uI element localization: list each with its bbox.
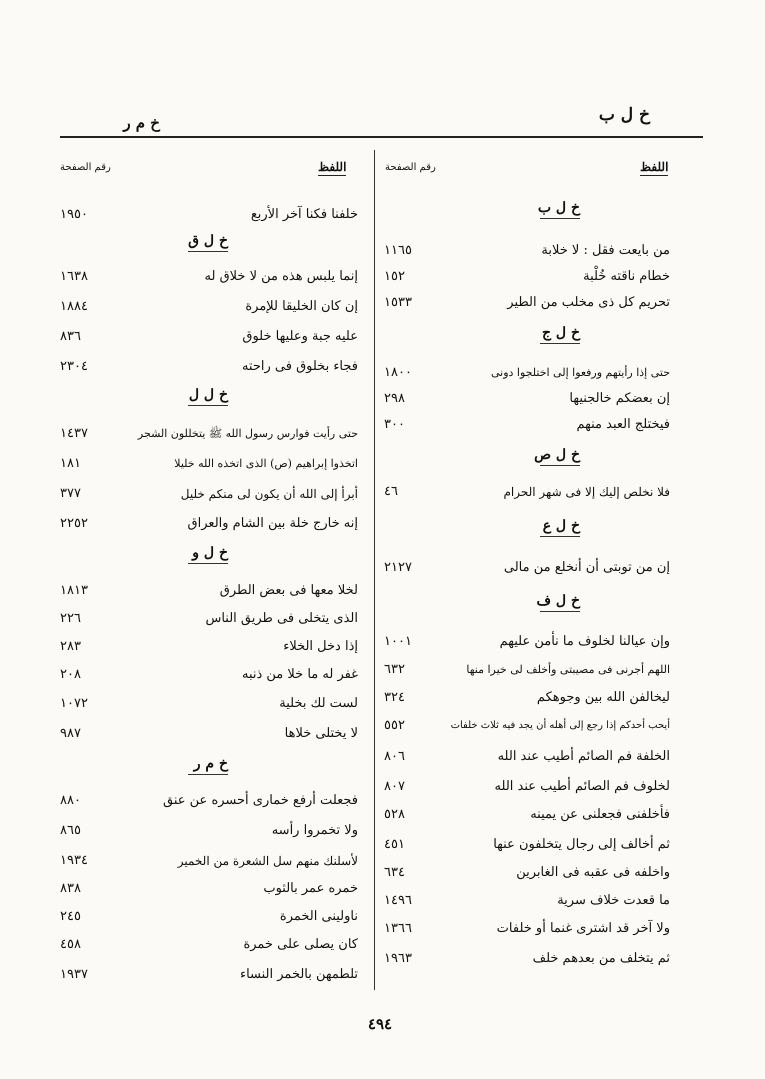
entry-text: إن بعضكم خالجنيها bbox=[569, 391, 670, 406]
entry-page-number: ٤٦ bbox=[384, 484, 398, 499]
entry-text: إذا دخل الخلاء bbox=[283, 639, 358, 654]
entry-page-number: ١١٦٥ bbox=[384, 243, 412, 258]
left-column-page-header: رقم الصفحة bbox=[60, 162, 111, 173]
index-entry bbox=[384, 948, 670, 974]
entry-page-number: ١٩٣٤ bbox=[60, 853, 88, 868]
entry-text: إنه خارج خلة بين الشام والعراق bbox=[187, 516, 358, 531]
entry-page-number: ١٥٣٣ bbox=[384, 295, 412, 310]
entry-page-number: ١٦٣٨ bbox=[60, 269, 88, 284]
index-entry bbox=[384, 240, 670, 266]
entry-text: فيختلج العبد منهم bbox=[576, 417, 670, 432]
entry-page-number: ٢٣٠٤ bbox=[60, 359, 88, 374]
entry-text: تلطمهن بالخمر النساء bbox=[239, 967, 358, 982]
entry-text: خمره عمر بالثوب bbox=[263, 881, 358, 896]
index-entry bbox=[60, 790, 358, 816]
index-entry bbox=[60, 204, 358, 230]
entry-page-number: ١٩٦٣ bbox=[384, 951, 412, 966]
entry-page-number: ٢٤٥ bbox=[60, 909, 81, 924]
index-entry bbox=[60, 423, 358, 449]
index-entry bbox=[60, 356, 358, 382]
entry-page-number: ٨٨٠ bbox=[60, 793, 81, 808]
entry-page-number: ١٨١٣ bbox=[60, 583, 88, 598]
index-entry bbox=[384, 746, 670, 772]
entry-page-number: ٦٣٢ bbox=[384, 662, 405, 677]
entry-page-number: ٩٨٧ bbox=[60, 726, 81, 741]
index-entry bbox=[384, 890, 670, 916]
entry-text: اتخذوا إبراهيم (ص) الذى اتخذه الله خليلا bbox=[174, 457, 358, 470]
header-rule bbox=[60, 136, 703, 138]
entry-page-number: ١٩٣٧ bbox=[60, 967, 88, 982]
index-entry bbox=[384, 834, 670, 860]
index-entry bbox=[384, 715, 670, 741]
index-entry bbox=[60, 934, 358, 960]
entry-text: ناولينى الخمرة bbox=[279, 909, 358, 924]
entry-page-number: ١٥٢ bbox=[384, 269, 405, 284]
index-entry bbox=[60, 326, 358, 352]
entry-text: ليخالفن الله بين وجوهكم bbox=[536, 690, 670, 705]
entry-page-number: ٨٦٥ bbox=[60, 823, 81, 838]
entry-text: لست لك بخلية bbox=[279, 696, 358, 711]
entry-text: حتى إذا رأيتهم ورفعوا إلى اختلجوا دونى bbox=[490, 366, 670, 379]
entry-text: من بايعت فقل : لا خلابة bbox=[541, 243, 670, 258]
left-column-word-header: اللفظ bbox=[318, 160, 347, 174]
entry-page-number: ٢٨٣ bbox=[60, 639, 81, 654]
entry-text: واخلفه فى عقبه فى الغابرين bbox=[516, 865, 670, 880]
index-entry bbox=[60, 483, 358, 509]
root-heading: خ ل ج bbox=[540, 325, 580, 344]
index-entry bbox=[384, 776, 670, 802]
entry-text: ما قعدت خلاف سرية bbox=[557, 893, 670, 908]
entry-text: الخلفة فم الصائم أطيب عند الله bbox=[497, 749, 670, 764]
entry-text: إن كان الخليقا للإمرة bbox=[245, 299, 358, 314]
index-entry bbox=[384, 804, 670, 830]
index-entry bbox=[384, 631, 670, 657]
entry-page-number: ٢٩٨ bbox=[384, 391, 405, 406]
entry-text: أيحب أحدكم إذا رجع إلى أهله أن يجد فيه ثلاث خلفات bbox=[450, 720, 670, 731]
index-entry bbox=[60, 820, 358, 846]
entry-page-number: ١٨٠٠ bbox=[384, 365, 412, 380]
entry-text: لأسلنك منهم سل الشعرة من الخمير bbox=[177, 854, 358, 868]
entry-text: كان يصلى على خمرة bbox=[243, 937, 358, 952]
index-entry bbox=[384, 292, 670, 318]
root-heading: خ ل ص bbox=[534, 447, 580, 466]
entry-page-number: ٤٥١ bbox=[384, 837, 405, 852]
index-entry bbox=[384, 414, 670, 440]
entry-text: ثم أخالف إلى رجال يتخلفون عنها bbox=[493, 837, 670, 852]
entry-page-number: ٣٠٠ bbox=[384, 417, 405, 432]
index-entry bbox=[60, 453, 358, 479]
entry-page-number: ٨٣٦ bbox=[60, 329, 81, 344]
entry-text: فجاء بخلوق فى راحته bbox=[241, 359, 358, 374]
entry-text: الذى يتخلى فى طريق الناس bbox=[205, 611, 358, 626]
entry-text: ولا آخر قد اشترى غنما أو خلفات bbox=[496, 921, 670, 936]
index-entry bbox=[60, 608, 358, 634]
right-column-word-header: اللفظ bbox=[640, 160, 669, 174]
entry-text: عليه جبة وعليها خلوق bbox=[242, 329, 358, 344]
entry-text: غفر له ما خلا من ذنبه bbox=[241, 667, 358, 682]
entry-page-number: ١٠٠١ bbox=[384, 634, 412, 649]
index-entry bbox=[384, 266, 670, 292]
page-number: ٤٩٤ bbox=[367, 1015, 393, 1033]
root-heading: خ ل ق bbox=[188, 233, 228, 252]
index-entry bbox=[60, 580, 358, 606]
entry-text: ولا تخمروا رأسه bbox=[271, 823, 358, 838]
index-entry bbox=[384, 862, 670, 888]
entry-text: فلا نخلص إليك إلا فى شهر الحرام bbox=[503, 485, 670, 499]
entry-text: خلفنا فكنا آخر الأربع bbox=[250, 207, 358, 222]
root-heading: خ ل ب bbox=[538, 200, 580, 219]
entry-page-number: ١٨٨٤ bbox=[60, 299, 88, 314]
entry-page-number: ٤٥٨ bbox=[60, 937, 81, 952]
index-entry bbox=[60, 878, 358, 904]
index-entry bbox=[384, 687, 670, 713]
running-header-right: خ ل ب bbox=[598, 105, 650, 125]
entry-page-number: ٥٥٢ bbox=[384, 718, 405, 733]
entry-page-number: ٢٠٨ bbox=[60, 667, 81, 682]
index-entry bbox=[384, 388, 670, 414]
entry-text: تحريم كل ذى مخلب من الطير bbox=[507, 295, 670, 310]
entry-page-number: ١٤٣٧ bbox=[60, 426, 88, 441]
entry-page-number: ١٤٩٦ bbox=[384, 893, 412, 908]
entry-page-number: ٨٣٨ bbox=[60, 881, 81, 896]
index-entry bbox=[384, 481, 670, 507]
entry-page-number: ٥٢٨ bbox=[384, 807, 405, 822]
entry-text: وإن عيالنا لخلوف ما نأمن عليهم bbox=[499, 634, 670, 649]
root-heading: خ ل و bbox=[188, 545, 228, 564]
entry-page-number: ٢٢٥٢ bbox=[60, 516, 88, 531]
entry-page-number: ٨٠٧ bbox=[384, 779, 405, 794]
root-heading: خ ل ع bbox=[540, 518, 580, 537]
index-entry bbox=[384, 659, 670, 685]
entry-text: إن من توبتى أن أنخلع من مالى bbox=[503, 560, 670, 575]
index-entry bbox=[384, 362, 670, 388]
entry-text: لا يختلى خلاها bbox=[284, 726, 358, 741]
root-heading: خ ل ف bbox=[537, 593, 580, 612]
entry-text: فأخلفنى فجعلنى عن يمينه bbox=[530, 807, 670, 822]
entry-page-number: ١٣٦٦ bbox=[384, 921, 412, 936]
entry-text: ثم يتخلف من بعدهم خلف bbox=[532, 951, 670, 966]
entry-text: لخلوف فم الصائم أطيب عند الله bbox=[494, 779, 670, 794]
entry-text: حتى رأيت فوارس رسول الله ﷺ يتخللون الشجر bbox=[137, 427, 358, 440]
entry-page-number: ٦٣٤ bbox=[384, 865, 405, 880]
entry-text: لخلا معها فى بعض الطرق bbox=[219, 583, 358, 598]
entry-page-number: ١٩٥٠ bbox=[60, 207, 88, 222]
entry-text: خطام ناقته خُلْبة bbox=[583, 269, 670, 284]
entry-page-number: ١٠٧٢ bbox=[60, 696, 88, 711]
column-divider bbox=[374, 150, 375, 990]
index-entry bbox=[60, 906, 358, 932]
entry-text: أبرأ إلى الله أن يكون لى منكم خليل bbox=[180, 487, 358, 501]
root-heading: خ م ر bbox=[188, 756, 228, 775]
index-entry bbox=[60, 636, 358, 662]
index-entry bbox=[60, 723, 358, 749]
entry-text: فجعلت أرفع خمارى أحسره عن عنق bbox=[163, 793, 358, 808]
entry-page-number: ٢١٢٧ bbox=[384, 560, 412, 575]
root-heading: خ ل ل bbox=[188, 387, 228, 406]
index-entry bbox=[60, 513, 358, 539]
index-entry bbox=[384, 918, 670, 944]
index-entry bbox=[60, 664, 358, 690]
entry-page-number: ٢٢٦ bbox=[60, 611, 81, 626]
index-entry bbox=[60, 266, 358, 292]
entry-page-number: ٨٠٦ bbox=[384, 749, 405, 764]
entry-page-number: ٣٧٧ bbox=[60, 486, 81, 501]
right-column-page-header: رقم الصفحة bbox=[385, 162, 436, 173]
entry-page-number: ١٨١ bbox=[60, 456, 81, 471]
index-entry bbox=[384, 557, 670, 583]
entry-text: اللهم أجرنى فى مصيبتى وأخلف لى خيرا منها bbox=[466, 663, 670, 676]
entry-text: إنما يلبس هذه من لا خلاق له bbox=[204, 269, 358, 284]
running-header-left: خ م ر bbox=[123, 114, 160, 132]
index-entry bbox=[60, 850, 358, 876]
index-entry bbox=[60, 296, 358, 322]
entry-page-number: ٣٢٤ bbox=[384, 690, 405, 705]
index-entry bbox=[60, 693, 358, 719]
index-entry bbox=[60, 964, 358, 990]
